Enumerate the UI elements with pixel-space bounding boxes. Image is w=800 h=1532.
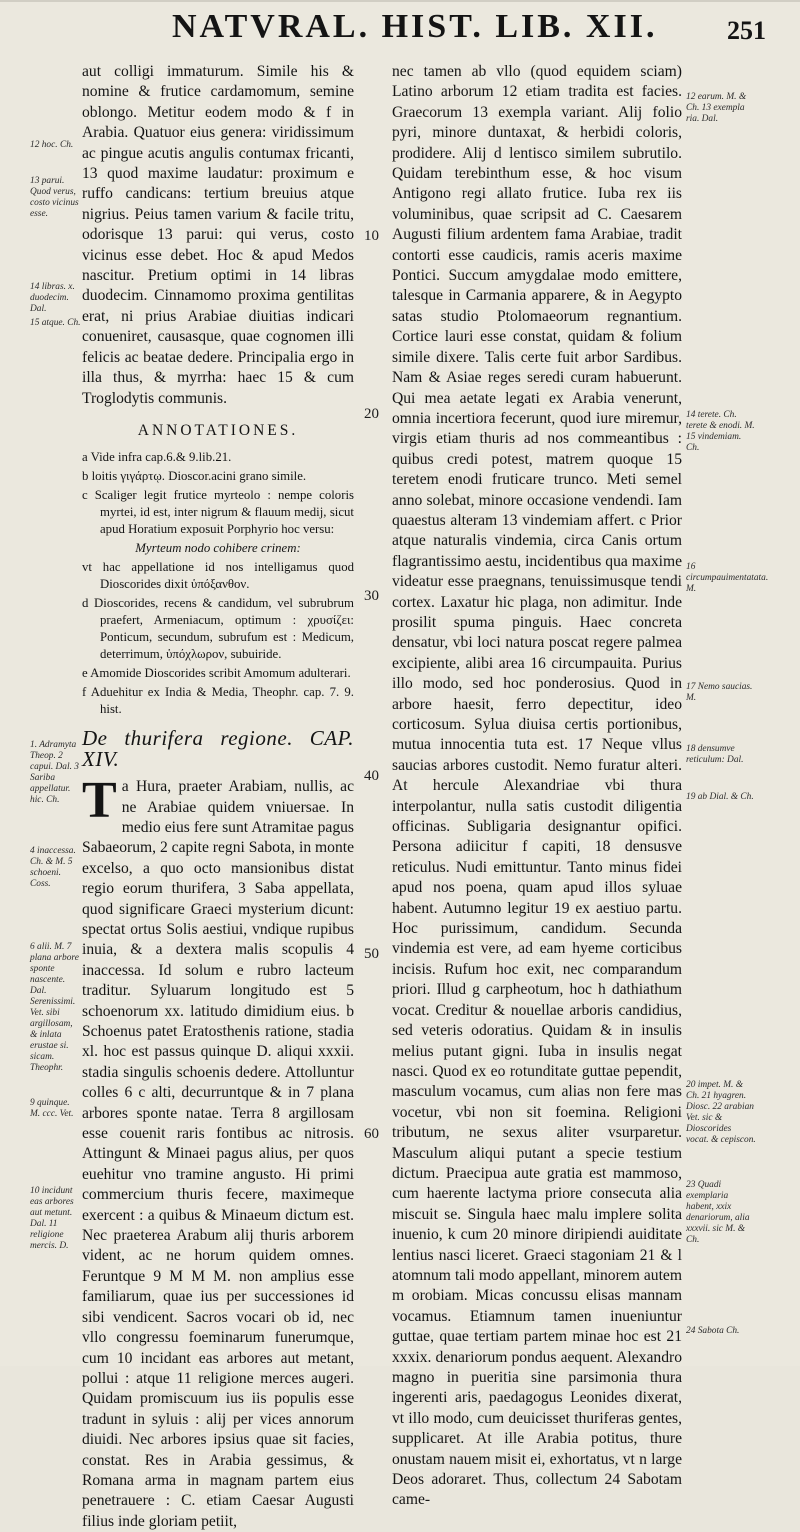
- line-number-40: 40: [364, 768, 379, 784]
- left-note-6: 4 inaccessa. Ch. & M. 5 schoeni. Coss.: [30, 846, 76, 889]
- left-paragraph: aut colligi immaturum. Simile his & nomine & frutice cardamomum, semine oblongo. Metitur eodem modo & f in Arabia. Quatuor eius genera: viridissimum ac pingue acutis angulis contumax fricanti, 13 quod maxime laudatur: proximum e ruffo candicans: tertium breuius atque nigrius. Peius tamen varium & facile tritu, odorisque 13 parui: qui verus, costo vicinus esse debet. Hoc & apud Medos nascitur. Pretium optimi in 14 libras duodecim. Cinnamomo proxima gentilitas erat, ni prius Arabiae diuitias indicari conueniret, causasque, quae cognomen illi felicis ac beatae dedere. Principalia ergo in illa thus, & myrrha: haec 15 & cum Troglodytis communis.: [82, 63, 354, 407]
- chapter-text: [82, 772, 354, 1532]
- annotation-c-cont: vt hac appellatione id nos intelligamus quod Dioscorides dixit ὑπόξανθον.: [82, 560, 354, 592]
- right-note-5: 18 densumve reticulum: Dal.: [686, 744, 744, 765]
- chapter-title: De thurifera regione. CAP. XIV.: [82, 726, 354, 771]
- right-note-6: 19 ab Dial. & Ch.: [686, 792, 754, 802]
- line-number-50: 50: [364, 946, 379, 962]
- right-note-4: 17 Nemo saucias. M.: [686, 682, 753, 703]
- annotations-title: ANNOTATIONES.: [137, 421, 299, 439]
- right-text: nec tamen ab vllo (quod equidem sciam) Latino arborum 12 etiam tradita est facies. Graecorum 13 exempla variant. Alij folio pyri, minore duntaxat, & herbidi coloris, prodidere. Alij d lentisco similem subrutilo. Quidam terebinthum esse, & hoc visum Antigono regi allato frutice. Iuba rex iis voluminibus, quae scripsit ad C. Caesarem Augusti filium ardentem fama Arabiae, tradit contorti esse caudicis, ramis aceris maxime Pontici. Succum amygdalae modo emittere, talesque in Carmania apparere, & in Aegypto satas studio Ptolomaeorum regnantium. Cortice lauri esse constat, quidam & folium simile dixere. Talis certe fuit arbor Sardibus. Nam & Asiae reges seredi curam habuerunt. Qui mea aetate legati ex Arabia venerunt, omnia incertiora fecerunt, quod iure miremur, virgis etiam thuris ad nos commeantibus : quibus credi potest, matrem quoque 15 teretem enodi fruticare trunco. Meti semel anno solebat, minore occasione vendendi. Iam quaestus alteram 13 vindemiam affert. c Prior atque naturalis vindemia, circa Canis ortum flagrantissimo aestu, incidentibus qua maxime videatur esse praegnans, tenuissimusque tendi cortex. Laxatur hic plaga, non adimitur. Inde prosilit spuma pinguis. Haec concreta densatur, vbi loci natura poscat regere palmea excipiente, alibi area 16 circumpauita. Purius illo modo, sed hoc ponderosius. Quod in arbore haesit, ferro depectitur, ideo corticosum. Sylua diuisa certis portionibus, mutua innocentia tuta est. 17 Neque vllus saucias arbores custodit. Nemo furatur alteri. At hercule Alexandriae vbi thura interpolantur, nulla satis custodit diligentia officinas. Subligaria designantur opifici. Persona adiicitur f capiti, 18 densusve reticulus. Nudi emittuntur. Tanto minus fidei apud nos poena, quam apud illos syluae habent. Autumno legitur 19 ex aestiuo partu. Hoc purissimum, candidum. Secunda vindemia est vere, ad eam hyeme corticibus incisis. Rufum hoc exit, nec comparandum priori. Illud g carpheotum, hoc h dathiathum vocat. Creditur & nouellae arboris candidius, sed veteris odoratius. Quidam & in insulis melius putant gigni. Iuba in insulis negat nasci. Quod ex eo rotunditate guttae pependit, masculum vocamus, cum alias non fere mas vocetur, vbi non sit foemina. Religioni tributum, ne sexus aliter vsurparetur. Masculum aliqui putant a specie testium dictum. Praecipua aute gratia est mammoso, cum haerente lactyma priore consecuta alia miscuit se. Singula haec malu implere solita inuenio, k cum 20 minore diripiendi auiditate lentius nasci liceret. Graeci stagoniam 21 & l atomnum tali modo appellant, minorem autem m orobiam. Micas concussu elisas mannam vocamus. Etiamnum tamen inueniuntur guttae, quae tertiam partem minae hoc est 21 xxxix. denariorum pondus aequent. Alexandro magno in pueritia sine parsimonia thura ingerenti aris, paedagogus Leonides dixerat, vt illo modo, cum deuicisset thuriferas gentes, supplicaret. At ille Arabia potitus, thure onustam nauem misit ei, exhortatus, vt n large Deos adoraret. Thus, collectum 24 Sabotam came-: [392, 63, 682, 1509]
- annotation-d: d Dioscorides, recens & candidum, vel subrubrum praefert, Armeniacum, optimum : χρυσίζει: Ponticum, secundum, subrufum est : Medicum, deterrimum, ὑπόχλωρον, subuiride.: [82, 596, 354, 662]
- left-note-7: 6 alii. M. 7 plana arbore sponte nascente. Dal. Serenissimi. Vet. sibi argillosam, & inlata erustae si. sicam. Theophr.: [30, 942, 79, 1073]
- left-note-4: 15 atque. Ch.: [30, 318, 81, 328]
- annotation-a: a Vide infra cap.6.& 9.lib.21.: [82, 450, 232, 465]
- annotation-c: c Scaliger legit frutice myrteolo : nempe coloris myrtei, id est, inter nigrum & flauum medij, sicut apud Horatium exposuit Porphyrio hoc versu:: [82, 488, 354, 537]
- right-note-2: 14 terete. Ch. terete & enodi. M. 15 vindemiam. Ch.: [686, 410, 755, 453]
- annotation-b: b loitis γιγάρτῳ. Dioscor.acini grano simile.: [82, 469, 307, 484]
- drop-cap: T: [82, 772, 117, 830]
- left-note-1: 12 hoc. Ch.: [30, 140, 74, 150]
- right-note-9: 24 Sabota Ch.: [686, 1326, 740, 1336]
- line-number-20: 20: [364, 406, 379, 422]
- annotation-f: f Aduehitur ex India & Media, Theophr. cap. 7. 9. hist.: [82, 685, 354, 717]
- chapter-body: a Hura, praeter Arabiam, nullis, ac ne Arabiae quidem vniuersae. In medio eius fere sunt Atramitae pagus Sabaeorum, 2 capite regni Sabota, in monte excelso, a quo octo mansionibus distat regio eorum thurifera, 3 Saba appellata, quod significare Graeci mysterium dicunt: spectat ortus Solis aestiui, vndique rupibus inuia, & a dextera malis scopulis 4 inaccessa. Id solum e rubro lacteum traditur. Syluarum longitudo est 5 schoenorum xx. latitudo dimidium eius. b Schoenus patet Eratosthenis ratione, stadia xl. hoc est passus quinque D. aliqui xxxii. stadia singulis schoenis dedere. Attolluntur colles 6 c alti, decurruntque & in 7 plana arbores sponte natae. Terra 8 argillosam esse couenit raris fontibus ac nitrosis. Attingunt & Minaei pagus alius, per quos euehitur vno tramine angusto. Hi primi commercium thuris fecere, maximeque exercent : a quibus & Minaeum dictum est. Nec praeterea Arabum alij thuris arborem vident, ac ne horum quidem omnes. Feruntque 9 M M M. non amplius esse familiarum, quae ius per successiones id sibi vendicent. Sacros vocari ob id, nec vllo congressu foeminarum funerumque, cum 10 incidant eas arbores aut metant, pollui : atque 11 religione merces augeri. Quidam promiscuum ius iis populis esse tradunt in syluis : alij per vices annorum diuidi. Nec arbores ipsius quae sit facies, constat. Res in Arabia gessimus, & Romana arma in magnam partem eius penetrauere : C. etiam Caesar Augusti filius inde gloriam petiit,: [82, 778, 354, 1530]
- line-number-60: 60: [364, 1126, 379, 1142]
- left-note-2: 13 parui. Quod verus, costo vicinus esse.: [30, 176, 79, 219]
- right-note-1: 12 earum. M. & Ch. 13 exempla ria. Dal.: [686, 92, 747, 124]
- right-note-3: 16 circumpauimentatata. M.: [686, 562, 769, 594]
- right-column: [392, 62, 682, 1511]
- left-column: [82, 62, 354, 1532]
- running-title: NATVRAL. HIST. LIB. XII.: [172, 8, 658, 45]
- right-note-7: 20 impet. M. & Ch. 21 hyagren. Diosc. 22 arabian Vet. sic & Dioscorides vocat. & cepiscon.: [686, 1080, 756, 1145]
- annotation-quote: Myrteum nodo cohibere crinem:: [135, 541, 301, 556]
- annotations: [82, 449, 354, 718]
- line-number-30: 30: [364, 588, 379, 604]
- right-note-8: 23 Quadi exemplaria habent, xxix denariorum, alia xxxvii. sic M. & Ch.: [686, 1180, 750, 1245]
- left-note-3: 14 libras. x. duodecim. Dal.: [30, 282, 75, 314]
- left-note-5: 1. Adramyta Theop. 2 capui. Dal. 3 Sariba appellatur. hic. Ch.: [30, 740, 79, 805]
- page-number: 251: [727, 16, 766, 45]
- page-header: [150, 2, 790, 54]
- left-note-8: 9 quinque. M. ccc. Vet.: [30, 1098, 74, 1119]
- annotation-e: e Amomide Dioscorides scribit Amomum adulterari.: [82, 666, 351, 681]
- left-note-9: 10 incidunt eas arbores aut metunt. Dal. 11 religione mercis. D.: [30, 1186, 74, 1251]
- line-number-10: 10: [364, 228, 379, 244]
